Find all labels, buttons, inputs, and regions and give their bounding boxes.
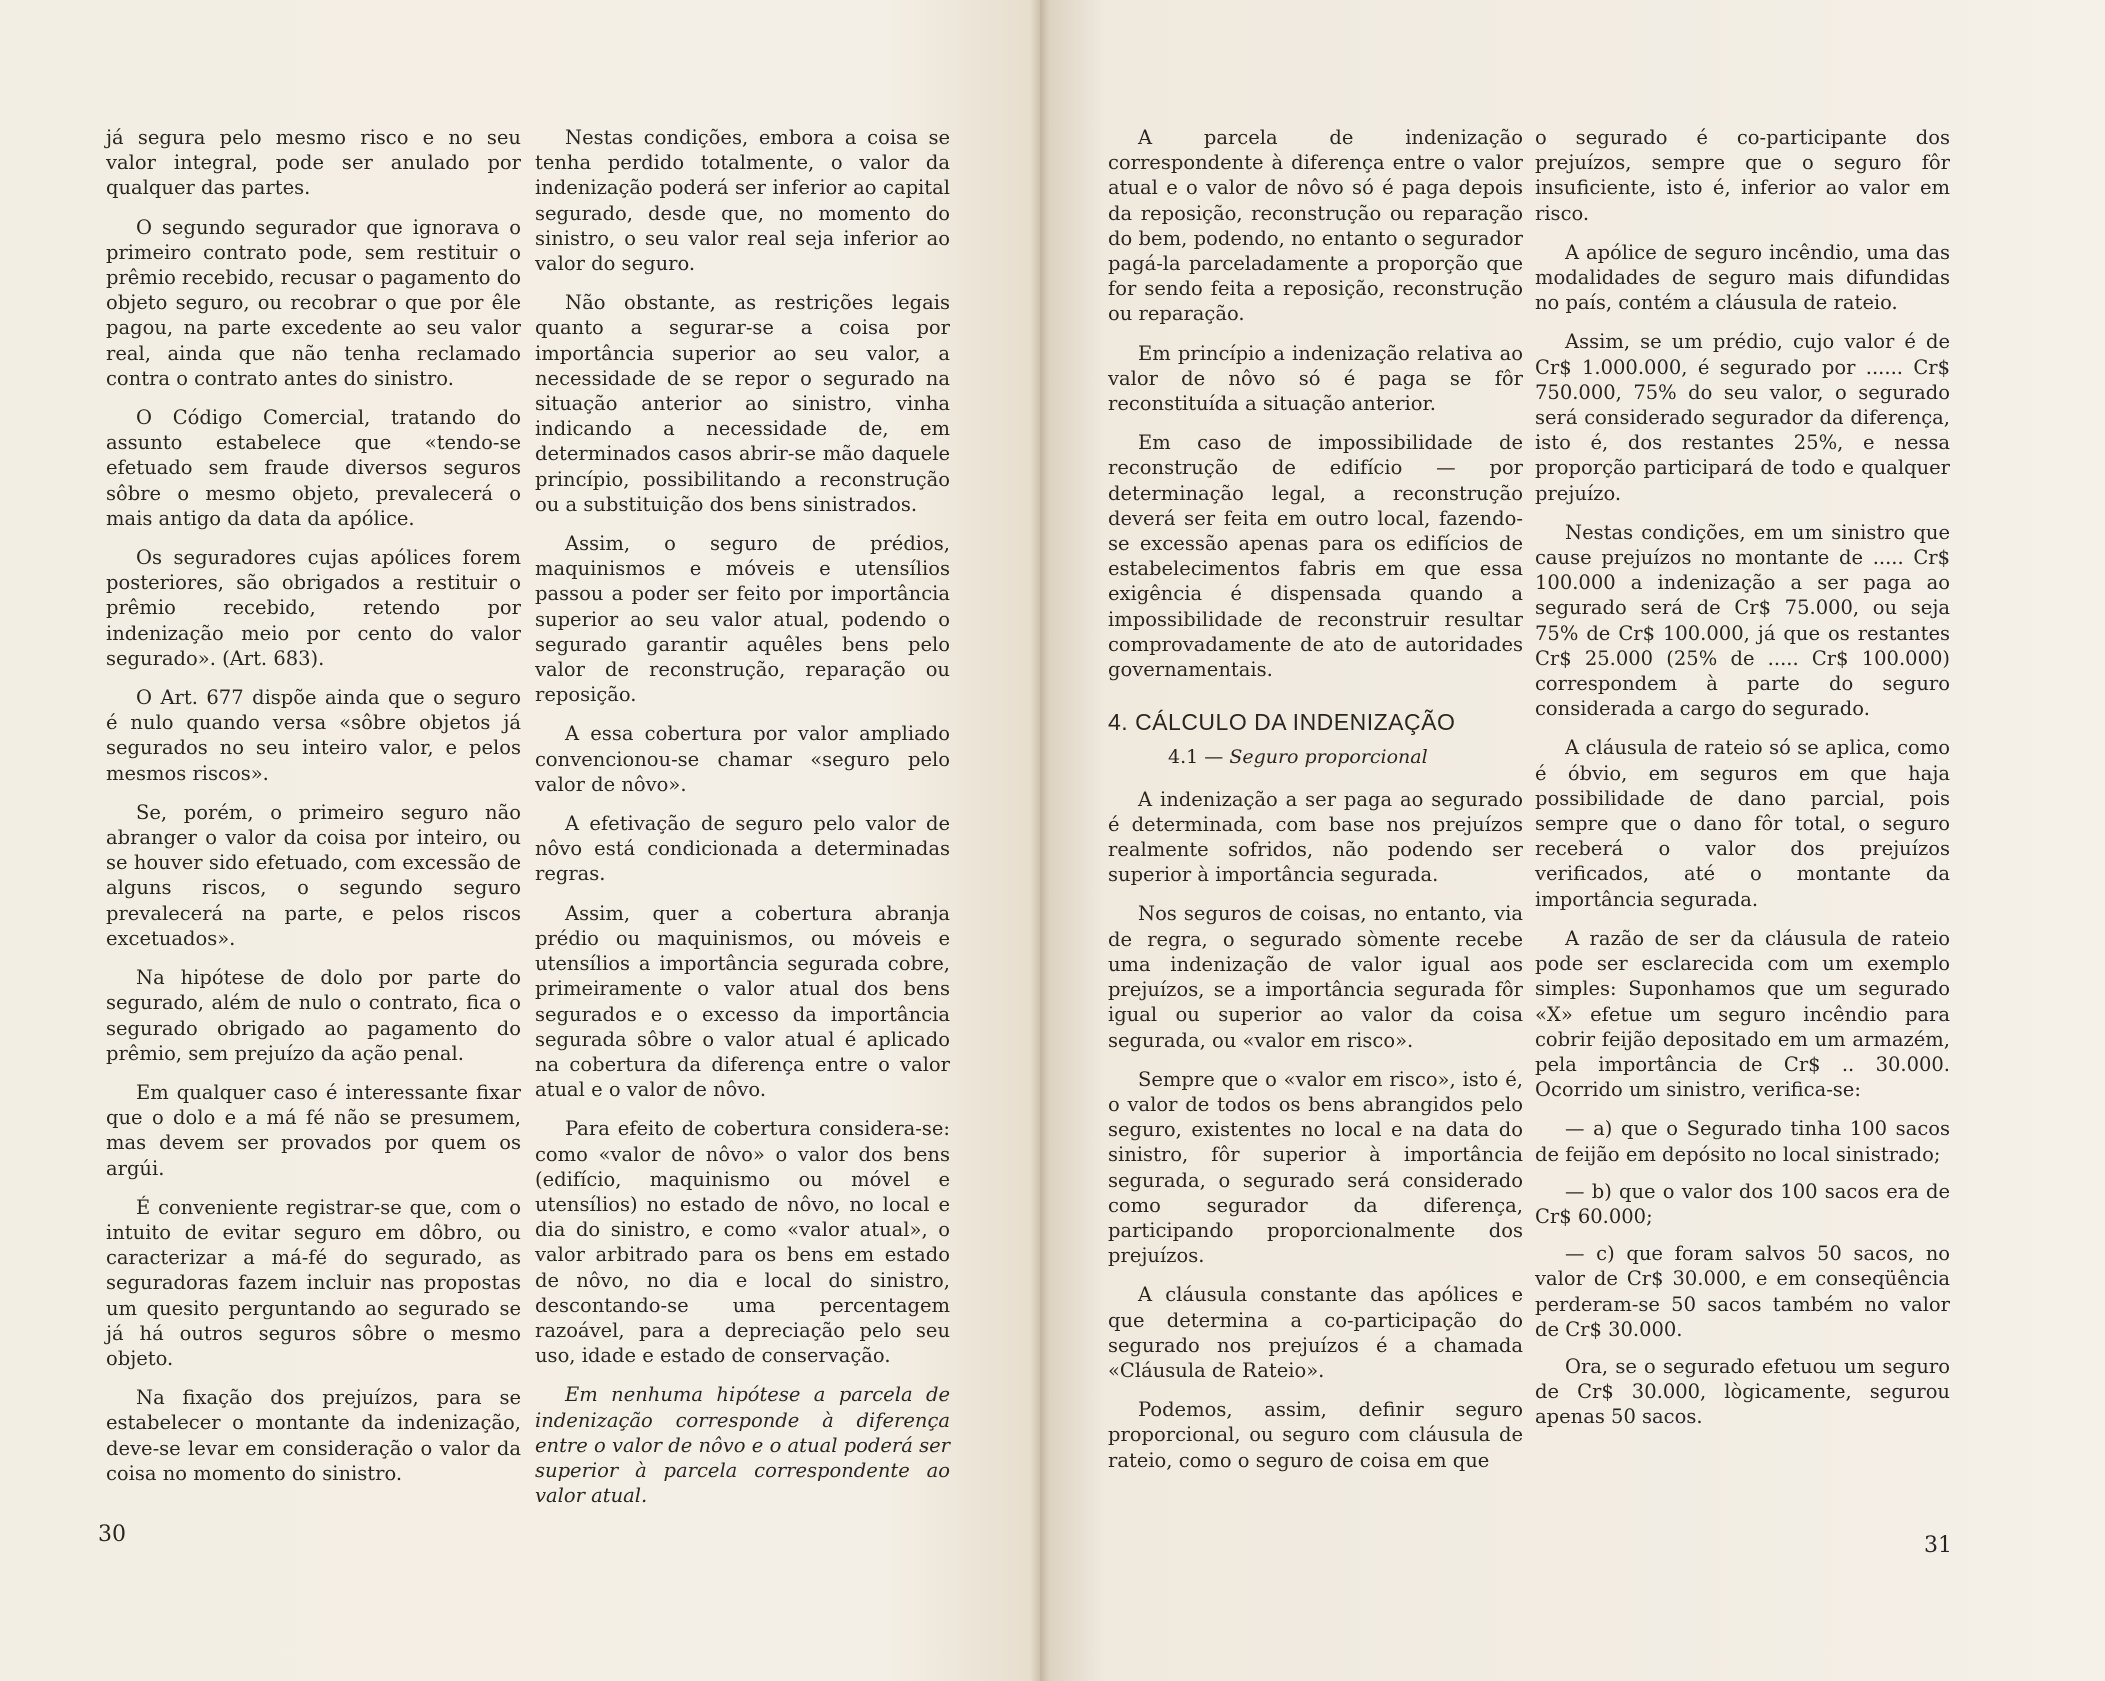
- paragraph: O Art. 677 dispõe ainda que o seguro é nulo quando versa «sôbre objetos já segurados no seu inteiro valor, e pelos mesmos riscos».: [106, 686, 521, 785]
- right-page-column-1: [1108, 125, 1523, 1487]
- subsection-title: Seguro proporcional: [1229, 746, 1428, 769]
- subsection-number: 4.1 —: [1168, 746, 1224, 769]
- paragraph: — b) que o valor dos 100 sacos era de Cr$ 60.000;: [1535, 1179, 1950, 1228]
- paragraph: Nos seguros de coisas, no entanto, via de regra, o segurado sòmente recebe uma indenização de valor igual aos prejuízos, se a importância segurada fôr igual ou superior ao valor da coisa segurada, ou «valor em risco».: [1108, 902, 1523, 1052]
- paragraph: Na fixação dos prejuízos, para se estabelecer o montante da indenização, deve-se levar em consideração o valor da coisa no momento do sinistro.: [106, 1386, 521, 1485]
- right-page-column-2: [1535, 125, 1950, 1444]
- paragraph: Em caso de impossibilidade de reconstrução de edifício — por determinação legal, a reconstrução deverá ser feita em outro local, fazendo-se excessão apenas para os edifícios de estabelecimentos fabris em que essa exigência é dispensada quando a impossibilidade de reconstruir resultar comprovadamente de ato de autoridades governamentais.: [1108, 431, 1523, 682]
- section-heading: 4. CÁLCULO DA INDENIZAÇÃO: [1108, 709, 1456, 736]
- paragraph: Nestas condições, em um sinistro que cause prejuízos no montante de ..... Cr$ 100.000 a indenização a ser paga ao segurado será de Cr$ 75.000, ou seja 75% de Cr$ 100.000, já que os restantes Cr$ 25.000 (25% de ..... Cr$ 100.000) correspondem à parte do seguro considerada a cargo do segurado.: [1535, 520, 1950, 721]
- paragraph: Assim, quer a cobertura abranja prédio ou maquinismos, ou móveis e utensílios a importância segurada cobre, primeiramente o valor atual dos bens segurados e o excesso da importância segurada sôbre o valor atual é aplicado na cobertura da diferença entre o valor atual e o valor de nôvo.: [535, 901, 950, 1102]
- paragraph: Na hipótese de dolo por parte do segurado, além de nulo o contrato, fica o segurado obrigado ao pagamento do prêmio, sem prejuízo da ação penal.: [106, 966, 521, 1065]
- paragraph: O segundo segurador que ignorava o primeiro contrato pode, sem restituir o prêmio recebido, recusar o pagamento do objeto seguro, ou recobrar o que por êle pagou, na parte excedente ao seu valor real, ainda que não tenha reclamado contra o contrato antes do sinistro.: [106, 215, 521, 390]
- paragraph: A razão de ser da cláusula de rateio pode ser esclarecida com um exemplo simples: Suponhamos que um segurado «X» efetue um seguro incêndio para cobrir feijão depositado em um armazém, pela importância de Cr$ .. 30.000. Ocorrido um sinistro, verifica-se:: [1535, 926, 1950, 1102]
- paragraph: Nestas condições, embora a coisa se tenha perdido totalmente, o valor da indenização poderá ser inferior ao capital segurado, desde que, no momento do sinistro, o seu valor real seja inferior ao valor do seguro.: [535, 126, 950, 276]
- paragraph: Em qualquer caso é interessante fixar que o dolo e a má fé não se presumem, mas devem ser provados por quem os argúi.: [106, 1080, 521, 1180]
- paragraph: É conveniente registrar-se que, com o intuito de evitar seguro em dôbro, ou caracterizar a má-fé do segurado, as seguradoras fazem incluir nas propostas um quesito perguntando ao segurado se já há outros seguros sôbre o mesmo objeto.: [106, 1195, 521, 1370]
- paragraph: A apólice de seguro incêndio, uma das modalidades de seguro mais difundidas no país, contém a cláusula de rateio.: [1535, 240, 1950, 315]
- right-page: [1040, 0, 2105, 1681]
- paragraph: Não obstante, as restrições legais quanto a segurar-se a coisa por importância superior ao seu valor, a necessidade de se repor o segurado na situação anterior ao sinistro, vinha indicando a necessidade de, em determinados casos abrir-se mão daquele princípio, possibilitando a reconstrução ou a substituição dos bens sinistrados.: [535, 291, 950, 516]
- paragraph: A cláusula constante das apólices e que determina a co-participação do segurado nos prejuízos é a chamada «Cláusula de Rateio».: [1108, 1283, 1523, 1382]
- page-number-right: 31: [1924, 1533, 1952, 1558]
- paragraph: Em princípio a indenização relativa ao valor de nôvo só é paga se fôr reconstituída a situação anterior.: [1108, 341, 1523, 416]
- paragraph: A indenização a ser paga ao segurado é determinada, com base nos prejuízos realmente sofridos, não podendo ser superior à importância segurada.: [1108, 787, 1523, 887]
- paragraph: — c) que foram salvos 50 sacos, no valor de Cr$ 30.000, e em conseqüência perderam-se 50 sacos também no valor de Cr$ 30.000.: [1535, 1242, 1950, 1341]
- book-gutter: [1030, 0, 1050, 1681]
- paragraph: A efetivação de seguro pelo valor de nôvo está condicionada a determinadas regras.: [535, 812, 950, 886]
- paragraph: Assim, o seguro de prédios, maquinismos e móveis e utensílios passou a poder ser feito por importância superior ao seu valor atual, podendo o segurado garantir aquêles bens pelo valor de reconstrução, reparação ou reposição.: [535, 532, 950, 707]
- paragraph: A essa cobertura por valor ampliado convencionou-se chamar «seguro pelo valor de nôvo».: [535, 722, 950, 796]
- paragraph: Sempre que o «valor em risco», isto é, o valor de todos os bens abrangidos pelo seguro, existentes no local e na data do sinistro, fôr superior à importância segurada, o segurado será considerado como segurador da diferença, participando proporcionalmente dos prejuízos.: [1108, 1067, 1523, 1268]
- paragraph: Em nenhuma hipótese a parcela de indenização corresponde à diferença entre o valor de nôvo e o atual poderá ser superior à parcela correspondente ao valor atual.: [535, 1383, 950, 1508]
- paragraph: o segurado é co-participante dos prejuízos, sempre que o seguro fôr insuficiente, isto é, inferior ao valor em risco.: [1535, 126, 1950, 225]
- paragraph: Para efeito de cobertura considera-se: como «valor de nôvo» o valor dos bens (edifício, maquinismo ou móvel e utensílios) no estado de nôvo, no local e dia do sinistro, e como «valor atual», o valor arbitrado para os bens em estado de nôvo, no dia e local do sinistro, descontando-se uma percentagem razoável, para a depreciação pelo seu uso, idade e estado de conservação.: [535, 1117, 950, 1368]
- left-page-column-2: [535, 125, 950, 1522]
- paragraph: Assim, se um prédio, cujo valor é de Cr$ 1.000.000, é segurado por ...... Cr$ 750.000, 75% do seu valor, o segurado será considerado segurador da diferença, isto é, dos restantes 25%, e nessa proporção participará de todo e qualquer prejuízo.: [1535, 330, 1950, 505]
- right-col1-before-section: [1108, 125, 1523, 682]
- paragraph: já segura pelo mesmo risco e no seu valor integral, pode ser anulado por qualquer das partes.: [106, 126, 521, 200]
- paragraph: A cláusula de rateio só se aplica, como é óbvio, em seguros em que haja possibilidade de dano parcial, pois sempre que o dano fôr total, o seguro receberá o valor dos prejuízos verificados, até o montante da importância segurada.: [1535, 736, 1950, 911]
- paragraph: Se, porém, o primeiro seguro não abranger o valor da coisa por inteiro, ou se houver sido efetuado, com excessão de alguns riscos, o segundo seguro prevalecerá na parte, e pelos riscos excetuados».: [106, 800, 521, 950]
- paragraph: Podemos, assim, definir seguro proporcional, ou seguro com cláusula de rateio, como o seguro de coisa em que: [1108, 1398, 1523, 1472]
- paragraph: — a) que o Segurado tinha 100 sacos de feijão em depósito no local sinistrado;: [1535, 1117, 1950, 1166]
- paragraph: Os seguradores cujas apólices forem posteriores, são obrigados a restituir o prêmio recebido, retendo por indenização meio por cento do valor segurado». (Art. 683).: [106, 546, 521, 670]
- left-page: [0, 0, 1040, 1681]
- page-number-left: 30: [98, 1522, 126, 1547]
- paragraph: Ora, se o segurado efetuou um seguro de Cr$ 30.000, lògicamente, segurou apenas 50 sacos.: [1535, 1354, 1950, 1429]
- right-col1-after-section: [1108, 787, 1523, 1473]
- subsection-heading: [1168, 745, 1523, 770]
- left-page-column-1: [106, 125, 521, 1500]
- paragraph: A parcela de indenização correspondente à diferença entre o valor atual e o valor de nôvo só é paga depois da reposição, reconstrução ou reparação do bem, podendo, no entanto o segurador pagá-la parceladamente a proporção que for sendo feita a reposição, reconstrução ou reparação.: [1108, 126, 1523, 326]
- paragraph: O Código Comercial, tratando do assunto estabelece que «tendo-se efetuado sem fraude diversos seguros sôbre o mesmo objeto, prevalecerá o mais antigo da data da apólice.: [106, 406, 521, 530]
